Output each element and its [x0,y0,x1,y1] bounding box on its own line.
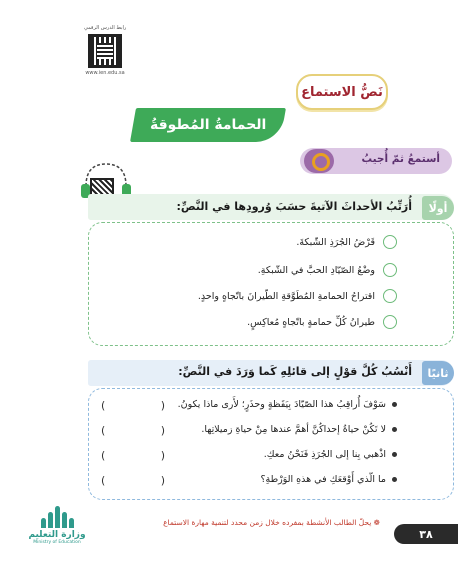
speaker-blank[interactable]: ( ) [101,449,192,462]
section2-question: أَنْسُبُ كُلَّ قوْلٍ إلى قائلِهِ كَما وَرَدَ في النَّصِّ: [178,365,412,378]
section-title-badge [296,74,388,110]
quote-text: سَوْفَ أُراقِبُ هذا الصّيّادَ بِيَقَظةٍ وحذَرٍ؛ لأَرى ماذا يكونُ. [177,399,386,410]
bullet-dot [392,402,397,407]
bullet-dot [392,452,397,457]
order-input[interactable] [383,289,397,303]
list-item [198,289,397,303]
order-input[interactable] [383,315,397,329]
ministry-emblem-icon [37,504,77,528]
item-text: اقتراحُ الحمامةِ المُطَوَّقةِ الطّيرانَ باتّجاهٍ واحدٍ. [197,290,375,302]
speaker-blank[interactable]: ( ) [101,424,192,437]
qr-caption: رابط الدرس الرقمي [84,25,127,31]
listen-label: أستمعُ ثمّ أُجيبُ [361,153,440,165]
bullet-dot [392,477,397,482]
order-input[interactable] [383,235,397,249]
story-title-bar [130,108,286,142]
section1-box [88,222,454,346]
footnote: ❁ يحلّ الطالب الأنشطة بمفرده خلال زمن محدد لتنمية مهارة الاستماع [163,518,380,527]
page-number: ٣٨ [394,524,458,544]
ministry-name: وزارة التعليم [28,530,86,540]
story-title: الحمامةُ المُطوقةُ [149,117,267,133]
list-item [264,449,397,460]
digital-lesson-qr[interactable] [84,25,126,85]
order-input[interactable] [383,263,397,277]
listen-instruction [300,148,452,174]
bullet-dot [392,427,397,432]
qr-url: www.ien.edu.sa [85,70,125,76]
listen-ear-icon [304,149,334,173]
speaker-blank[interactable]: ( ) [101,399,192,412]
section-title: نَصُّ الاستماع [301,84,383,100]
list-item [260,474,397,485]
quote-text: لا تَكُنْ حياةُ إحداكُنَّ أهمَّ عندها مِنْ حياةِ زميلاتِها. [201,424,386,435]
qr-code-icon [88,34,122,68]
quote-text: اذْهبي بِنا إلى الجُرَذِ فَنَحْنُ معكِ. [263,449,386,460]
list-item [296,235,397,249]
section2-number: ثانيًا [422,361,454,385]
ministry-sub: Ministry of Education [33,540,81,545]
list-item [201,424,397,435]
list-item [247,315,397,329]
speaker-blank[interactable]: ( ) [101,474,192,487]
quote-text: ما الّذي أَوْقعَكِ في هذهِ الوَرْطةِ؟ [260,474,386,485]
section1-number: أولًا [422,196,454,220]
ministry-logo [22,504,92,556]
list-item [178,399,397,410]
section2-box [88,388,454,500]
item-text: قَرْضُ الجُرَذِ الشّبكةَ. [296,236,375,248]
item-text: طيرانُ كُلِّ حمامةٍ باتّجاهٍ مُعاكِسٍ. [247,316,375,328]
item-text: وضْعُ الصّيّادِ الحبَّ في الشّبكةِ. [257,264,375,276]
list-item [258,263,397,277]
section1-question: أُرَتِّبُ الأحداثَ الآتيةَ حسَبَ وُرودِها في النَّصِّ: [176,200,412,213]
